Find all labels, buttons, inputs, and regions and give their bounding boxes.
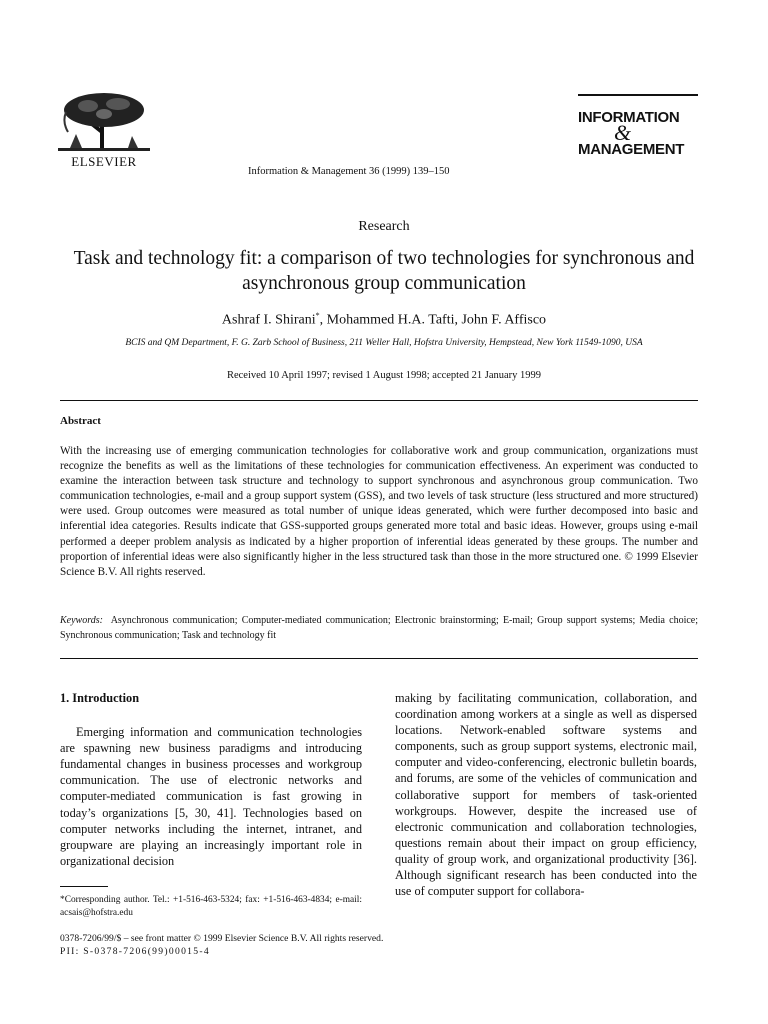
keywords bbox=[60, 614, 698, 643]
journal-logo-amp: & bbox=[614, 120, 632, 145]
page-footer bbox=[60, 932, 383, 958]
publisher-name: ELSEVIER bbox=[71, 154, 137, 169]
divider-bottom bbox=[60, 658, 698, 659]
journal-logo-line1: INFORMATION bbox=[578, 109, 680, 126]
abstract-text: With the increasing use of emerging communication technologies for collaborative work and group communication, organizations must recognize the benefits as well as the limitations of these technologies for communication effectiveness. An experiment was conducted to examine the interaction between task structure and technology to support synchronous and asynchronous group communication. Two communication technologies, e-mail and a group support system (GSS), and two levels of task structure (less structured and more structured) were used. Group outcomes were measured as total number of unique ideas generated, which were further decomposed into basic and inferential idea categories. Results indicate that GSS-supported groups generated more total and basic ideas. However, groups using e-mail performed a deeper problem analysis as indicated by a higher proportion of inferential ideas generated by these groups. The number and proportion of inferential ideas were also significantly higher in the less structured task than those in the more structured one. © 1999 Elsevier Science B.V. All rights reserved. bbox=[60, 445, 698, 578]
author-list bbox=[0, 311, 768, 329]
divider-top bbox=[60, 400, 698, 401]
body-column-right bbox=[395, 690, 697, 899]
article-title: Task and technology fit: a comparison of two technologies for synchronous and asynchronous group communication bbox=[73, 248, 695, 294]
elsevier-tree-icon bbox=[58, 92, 150, 152]
section-heading-introduction: 1. Introduction bbox=[60, 691, 140, 705]
journal-logo bbox=[578, 94, 698, 158]
journal-logo-rule bbox=[578, 94, 698, 96]
intro-paragraph-continued: making by facilitating communication, collaboration, and coordination among workers at a single as well as dispersed locations. Network-enabled software systems and components, such as group support systems, electronic mail, computer and video-conferencing, electronic bulletin boards, and forums, are some of the vehicles of communication and collaborative support for members of task-oriented workgroups. However, despite the increased use of electronic communication and collaboration technologies, questions remain about their impact on group efficiency, quality of group work, and organizational productivity [36]. Although significant research has been conducted into the use of computer support for collabora- bbox=[395, 691, 697, 899]
section-label: Research bbox=[358, 219, 410, 234]
author-affiliation: BCIS and QM Department, F. G. Zarb School of Business, 211 Weller Hall, Hofstra University, Hempstead, New York 11549-1090, USA bbox=[125, 338, 643, 348]
journal-logo-line2: MANAGEMENT bbox=[578, 141, 685, 158]
corresponding-author-mark: * bbox=[315, 311, 320, 320]
copyright-line: 0378-7206/99/$ – see front matter © 1999 Elsevier Science B.V. All rights reserved. bbox=[60, 933, 384, 944]
first-author: Ashraf I. Shirani bbox=[221, 312, 316, 328]
intro-paragraph: Emerging information and communication technologies are spawning new business paradigms and introducing fundamental changes in business processes and workgroup communication. The use of electronic networks and computer-mediated communication is fast growing in today’s organizations [5, 30, 41]. Technologies based on computer networks including the internet, intranet, and groupware are playing an increasingly important role in organizational decision bbox=[60, 725, 362, 868]
keywords-text: Asynchronous communication; Computer-mediated communication; Electronic brainstorming; E-mail; Group support systems; Media choice; Synchronous communication; Task and technology fit bbox=[60, 615, 699, 641]
body-column-left bbox=[60, 690, 362, 869]
keywords-label: Keywords: bbox=[60, 615, 103, 626]
coauthors: , Mohammed H.A. Tafti, John F. Affisco bbox=[319, 312, 547, 328]
publisher-logo bbox=[58, 92, 150, 170]
footnote-corresponding-author: *Corresponding author. Tel.: +1-516-463-5324; fax: +1-516-463-4834; e-mail: acsais@hofstra.edu bbox=[60, 895, 362, 918]
article-dates: Received 10 April 1997; revised 1 August 1998; accepted 21 January 1999 bbox=[226, 370, 542, 381]
journal-reference: Information & Management 36 (1999) 139–150 bbox=[248, 166, 450, 177]
abstract-heading: Abstract bbox=[60, 415, 101, 427]
footnote-rule bbox=[60, 886, 108, 887]
pii-line: PII: S-0378-7206(99)00015-4 bbox=[60, 946, 210, 957]
